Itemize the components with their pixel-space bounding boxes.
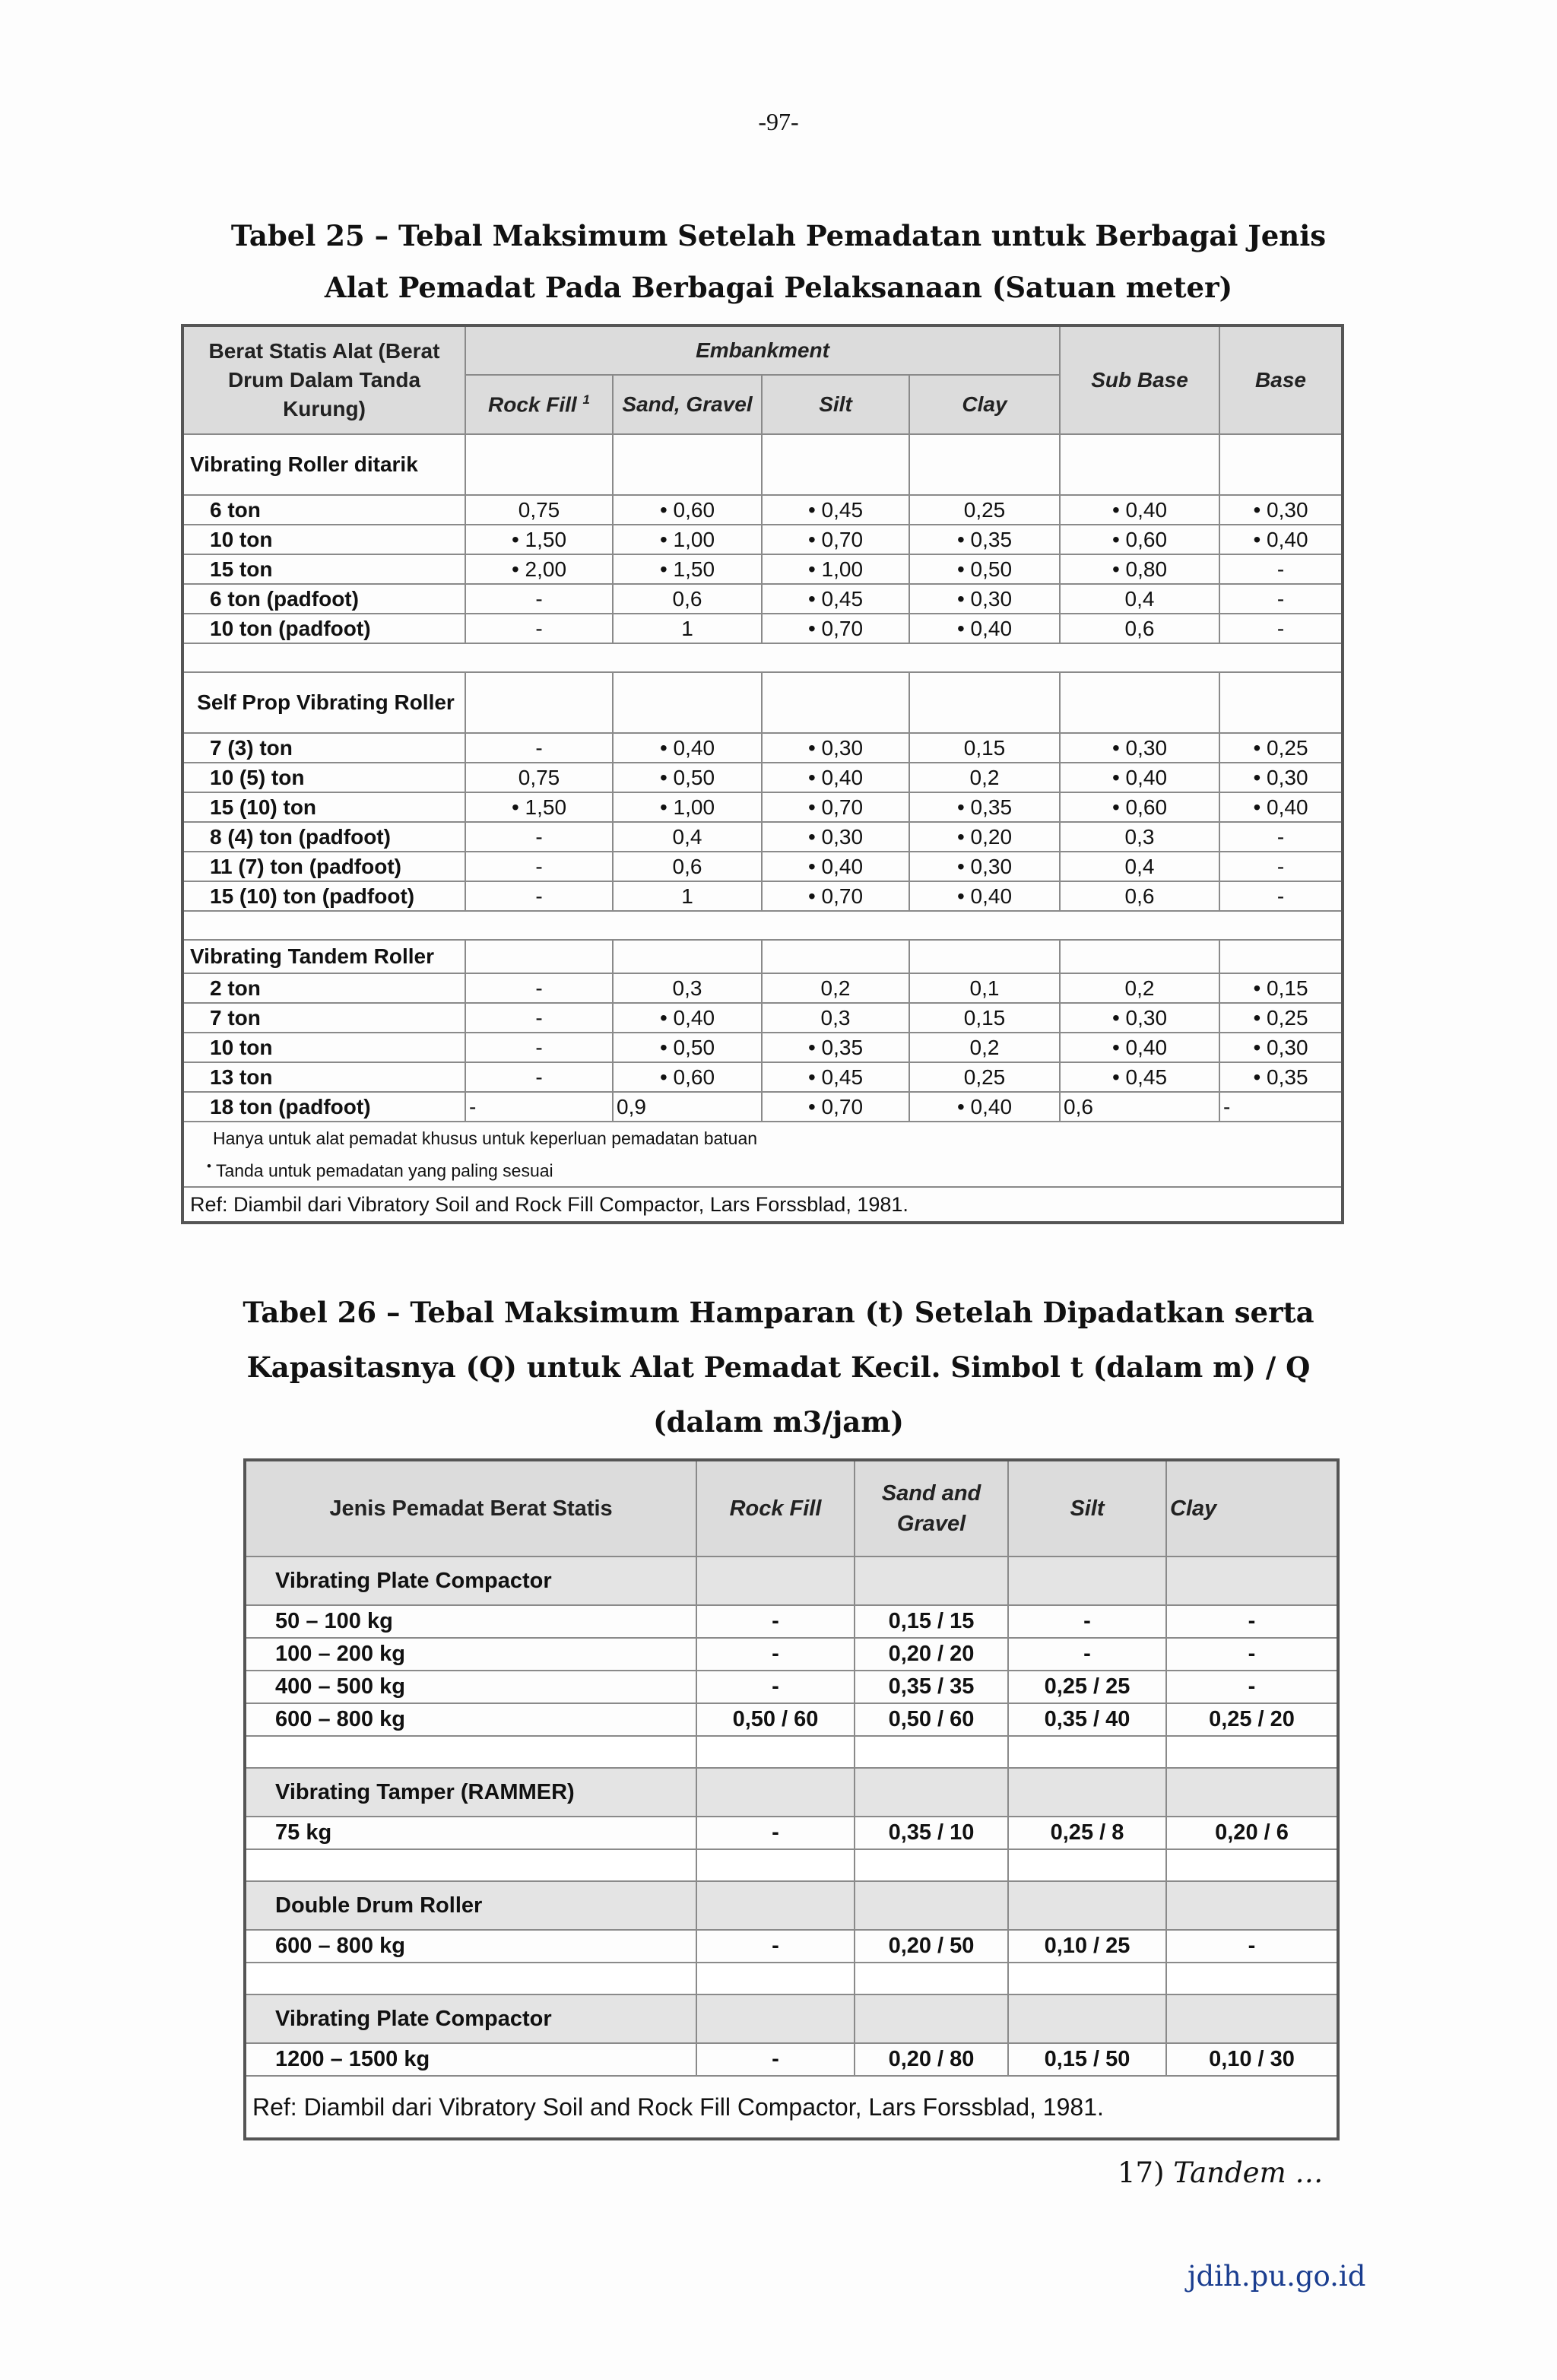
t26-group-empty-cell — [1166, 1994, 1338, 2043]
table26-caption-line3: (dalam m3/jam) — [653, 1405, 904, 1439]
t25-group-empty-cell — [1219, 672, 1343, 733]
t25-header-rock-fill: Rock Fill $^1$ — [465, 375, 613, 434]
t25-cell: • 0,30 — [1060, 1003, 1219, 1033]
t25-table-row — [182, 792, 1343, 822]
t26-group-empty-cell — [696, 1557, 855, 1605]
t26-cell: 0,35 / 10 — [855, 1817, 1008, 1849]
t25-table-row — [182, 1062, 1343, 1092]
t25-row-label: 10 ton — [182, 1033, 465, 1062]
t25-cell: • 0,35 — [1219, 1062, 1343, 1092]
t25-cell: • 0,40 — [1060, 495, 1219, 525]
t26-group-empty-cell — [1008, 1557, 1166, 1605]
t25-cell: - — [465, 881, 613, 911]
t25-table-row — [182, 1092, 1343, 1122]
t25-cell: • 0,25 — [1219, 733, 1343, 763]
t25-cell: 1 — [613, 614, 762, 643]
t26-cell: 0,25 / 25 — [1008, 1671, 1166, 1703]
t25-cell: • 0,45 — [762, 1062, 909, 1092]
t25-group-row — [182, 434, 1343, 495]
t25-cell: • 0,30 — [1219, 763, 1343, 792]
t25-table-row — [182, 525, 1343, 554]
t25-cell: • 0,60 — [613, 1062, 762, 1092]
t25-cell: 0,25 — [909, 495, 1060, 525]
t26-row-label: 600 – 800 kg — [245, 1930, 696, 1963]
t25-cell: • 0,35 — [909, 525, 1060, 554]
t25-row-label: 10 (5) ton — [182, 763, 465, 792]
t26-group-label: Vibrating Tamper (RAMMER) — [245, 1768, 696, 1817]
t26-spacer-row — [245, 1963, 1338, 1994]
t25-cell: - — [465, 1062, 613, 1092]
t25-cell: • 1,50 — [465, 525, 613, 554]
t25-cell: - — [465, 1092, 613, 1122]
t25-spacer-cell — [182, 911, 1343, 940]
table26-caption-line2: Kapasitasnya (Q) untuk Alat Pemadat Kecil. Simbol t (dalam m) / Q — [246, 1350, 1311, 1384]
t26-cell: 0,15 / 50 — [1008, 2043, 1166, 2076]
t25-cell: • 0,15 — [1219, 973, 1343, 1003]
t26-cell: - — [1166, 1671, 1338, 1703]
t25-cell: - — [465, 852, 613, 881]
t25-group-empty-cell — [909, 672, 1060, 733]
t25-cell: 0,3 — [762, 1003, 909, 1033]
t25-spacer-row — [182, 643, 1343, 672]
t25-cell: • 1,50 — [465, 792, 613, 822]
t25-cell: 0,4 — [1060, 852, 1219, 881]
t26-row-label: 100 – 200 kg — [245, 1638, 696, 1671]
t26-group-empty-cell — [1008, 1881, 1166, 1930]
t25-row-label: 10 ton (padfoot) — [182, 614, 465, 643]
table-25-body — [182, 434, 1343, 1122]
t25-cell: 0,3 — [613, 973, 762, 1003]
t25-table-row — [182, 881, 1343, 911]
t26-cell: 0,20 / 80 — [855, 2043, 1008, 2076]
t25-row-label: 13 ton — [182, 1062, 465, 1092]
t26-cell: - — [1166, 1605, 1338, 1638]
t26-row-label: 75 kg — [245, 1817, 696, 1849]
t25-cell: • 0,30 — [1219, 495, 1343, 525]
t26-group-label: Vibrating Plate Compactor — [245, 1557, 696, 1605]
t26-spacer-cell — [696, 1849, 855, 1881]
t26-spacer-row — [245, 1849, 1338, 1881]
t25-table-row — [182, 733, 1343, 763]
t26-cell: 0,50 / 60 — [855, 1703, 1008, 1736]
t26-cell: 0,15 / 15 — [855, 1605, 1008, 1638]
t26-table-row — [245, 2043, 1338, 2076]
next-page-catchword: 17) Tandem … — [1118, 2156, 1324, 2189]
t25-group-empty-cell — [465, 434, 613, 495]
t25-header-base: Base — [1219, 325, 1343, 434]
t26-cell: - — [696, 2043, 855, 2076]
t25-cell: - — [1219, 852, 1343, 881]
t26-cell: - — [1008, 1605, 1166, 1638]
t25-cell: • 0,40 — [909, 881, 1060, 911]
t26-header-silt: Silt — [1008, 1460, 1166, 1557]
t25-cell: 0,4 — [1060, 584, 1219, 614]
t25-group-empty-cell — [1060, 672, 1219, 733]
t25-cell: 0,75 — [465, 763, 613, 792]
t25-cell: 0,2 — [909, 1033, 1060, 1062]
t25-cell: • 0,45 — [762, 584, 909, 614]
t25-cell: • 0,40 — [909, 614, 1060, 643]
t25-group-empty-cell — [613, 672, 762, 733]
t25-cell: • 0,40 — [1060, 1033, 1219, 1062]
t26-group-label: Double Drum Roller — [245, 1881, 696, 1930]
t25-group-empty-cell — [613, 434, 762, 495]
t25-cell: 0,2 — [762, 973, 909, 1003]
t25-table-row — [182, 614, 1343, 643]
t25-cell: • 0,35 — [762, 1033, 909, 1062]
table-25 — [181, 324, 1344, 1224]
t25-row-label: 7 ton — [182, 1003, 465, 1033]
t25-cell: • 0,50 — [613, 1033, 762, 1062]
t25-cell: • 0,60 — [1060, 792, 1219, 822]
t26-group-empty-cell — [696, 1768, 855, 1817]
t25-cell: • 0,70 — [762, 792, 909, 822]
t25-cell: 0,3 — [1060, 822, 1219, 852]
t25-cell: • 1,50 — [613, 554, 762, 584]
t26-cell: 0,25 / 8 — [1008, 1817, 1166, 1849]
t26-cell: - — [696, 1671, 855, 1703]
t25-cell: • 0,40 — [613, 733, 762, 763]
t25-cell: 0,6 — [1060, 1092, 1219, 1122]
t26-cell: - — [1008, 1638, 1166, 1671]
t26-cell: 0,20 / 50 — [855, 1930, 1008, 1963]
t25-cell: 0,75 — [465, 495, 613, 525]
t25-header-clay: Clay — [909, 375, 1060, 434]
t25-group-row — [182, 940, 1343, 973]
t26-group-empty-cell — [1166, 1557, 1338, 1605]
t26-header-sand-gravel: Sand and Gravel — [855, 1460, 1008, 1557]
t26-header-rock-fill: Rock Fill — [696, 1460, 855, 1557]
t25-cell: 0,4 — [613, 822, 762, 852]
t25-row-label: 2 ton — [182, 973, 465, 1003]
t25-row-label: 15 (10) ton — [182, 792, 465, 822]
t25-cell: • 0,35 — [909, 792, 1060, 822]
t26-spacer-cell — [855, 1963, 1008, 1994]
t25-cell: • 0,30 — [762, 822, 909, 852]
t25-cell: - — [465, 1003, 613, 1033]
t26-table-row — [245, 1930, 1338, 1963]
t25-cell: • 0,50 — [909, 554, 1060, 584]
t25-group-empty-cell — [909, 940, 1060, 973]
t25-cell: • 0,20 — [909, 822, 1060, 852]
t26-cell: - — [1166, 1930, 1338, 1963]
t25-cell: • 0,70 — [762, 1092, 909, 1122]
t26-row-label: 50 – 100 kg — [245, 1605, 696, 1638]
t25-cell: • 0,30 — [1219, 1033, 1343, 1062]
t26-spacer-cell — [696, 1963, 855, 1994]
t25-table-row — [182, 763, 1343, 792]
t25-group-empty-cell — [465, 672, 613, 733]
t25-group-label: Self Prop Vibrating Roller — [182, 672, 465, 733]
t25-header-equipment: Berat Statis Alat (Berat Drum Dalam Tanda Kurung) — [182, 325, 465, 434]
t25-row-label: 15 (10) ton (padfoot) — [182, 881, 465, 911]
t25-table-row — [182, 495, 1343, 525]
t25-cell: 0,6 — [613, 852, 762, 881]
t25-cell: - — [465, 614, 613, 643]
t25-cell: 0,15 — [909, 1003, 1060, 1033]
t25-group-empty-cell — [1219, 940, 1343, 973]
t25-row-label: 18 ton (padfoot) — [182, 1092, 465, 1122]
t26-group-empty-cell — [1166, 1768, 1338, 1817]
t25-cell: • 0,40 — [1219, 792, 1343, 822]
t25-cell: • 0,70 — [762, 525, 909, 554]
t26-table-row — [245, 1817, 1338, 1849]
t25-reference: Ref: Diambil dari Vibratory Soil and Rock Fill Compactor, Lars Forssblad, 1981. — [182, 1187, 1343, 1223]
t25-cell: 0,6 — [1060, 881, 1219, 911]
t26-group-empty-cell — [855, 1768, 1008, 1817]
t25-cell: • 1,00 — [613, 792, 762, 822]
t25-cell: • 0,45 — [762, 495, 909, 525]
t25-table-row — [182, 584, 1343, 614]
footer-url: jdih.pu.go.id — [1188, 2260, 1366, 2293]
t25-group-empty-cell — [1060, 940, 1219, 973]
t25-group-empty-cell — [909, 434, 1060, 495]
t25-cell: • 0,40 — [909, 1092, 1060, 1122]
t25-cell: • 0,70 — [762, 881, 909, 911]
t25-table-row — [182, 1033, 1343, 1062]
t26-spacer-cell — [1008, 1849, 1166, 1881]
t25-cell: • 0,50 — [613, 763, 762, 792]
t25-cell: • 0,30 — [762, 733, 909, 763]
t25-group-label: Vibrating Tandem Roller — [182, 940, 465, 973]
t25-group-empty-cell — [762, 672, 909, 733]
t26-group-empty-cell — [696, 1881, 855, 1930]
t25-header-sand-gravel: Sand, Gravel — [613, 375, 762, 434]
t25-group-empty-cell — [1219, 434, 1343, 495]
t26-spacer-cell — [1166, 1849, 1338, 1881]
t25-table-row — [182, 1003, 1343, 1033]
t25-row-label: 10 ton — [182, 525, 465, 554]
t26-group-empty-cell — [855, 1557, 1008, 1605]
t25-cell: • 0,60 — [613, 495, 762, 525]
t25-spacer-cell — [182, 643, 1343, 672]
t26-cell: 0,25 / 20 — [1166, 1703, 1338, 1736]
t25-group-empty-cell — [762, 434, 909, 495]
t26-cell: 0,10 / 25 — [1008, 1930, 1166, 1963]
t26-group-row — [245, 1881, 1338, 1930]
t25-group-row — [182, 672, 1343, 733]
t25-cell: - — [1219, 881, 1343, 911]
t25-cell: • 0,25 — [1219, 1003, 1343, 1033]
t26-spacer-cell — [1008, 1736, 1166, 1768]
t25-cell: • 0,40 — [762, 852, 909, 881]
t26-spacer-cell — [1166, 1736, 1338, 1768]
t25-group-label: Vibrating Roller ditarik — [182, 434, 465, 495]
t26-group-row — [245, 1557, 1338, 1605]
t25-cell: • 0,40 — [1060, 763, 1219, 792]
t26-table-row — [245, 1638, 1338, 1671]
t26-cell: 0,20 / 20 — [855, 1638, 1008, 1671]
t25-cell: - — [465, 822, 613, 852]
t26-spacer-cell — [245, 1736, 696, 1768]
t26-cell: - — [1166, 1638, 1338, 1671]
table-26 — [243, 1458, 1340, 2140]
t25-cell: - — [465, 584, 613, 614]
t25-cell: • 2,00 — [465, 554, 613, 584]
t26-cell: 0,50 / 60 — [696, 1703, 855, 1736]
t26-group-empty-cell — [1008, 1768, 1166, 1817]
t25-table-row — [182, 852, 1343, 881]
t25-cell: • 1,00 — [762, 554, 909, 584]
t26-table-row — [245, 1671, 1338, 1703]
t25-cell: 0,25 — [909, 1062, 1060, 1092]
t26-group-row — [245, 1994, 1338, 2043]
t26-spacer-cell — [696, 1736, 855, 1768]
t25-cell: - — [1219, 1092, 1343, 1122]
t25-cell: - — [1219, 614, 1343, 643]
t25-group-empty-cell — [762, 940, 909, 973]
t26-spacer-cell — [1008, 1963, 1166, 1994]
t25-cell: • 1,00 — [613, 525, 762, 554]
t25-cell: 0,2 — [909, 763, 1060, 792]
t26-cell: 0,20 / 6 — [1166, 1817, 1338, 1849]
t25-cell: 0,15 — [909, 733, 1060, 763]
t26-header-equipment: Jenis Pemadat Berat Statis — [245, 1460, 696, 1557]
t25-cell: - — [1219, 554, 1343, 584]
t25-cell: 0,6 — [1060, 614, 1219, 643]
t25-cell: • 0,30 — [909, 852, 1060, 881]
t25-table-row — [182, 554, 1343, 584]
t26-cell: 0,35 / 40 — [1008, 1703, 1166, 1736]
t25-cell: 0,1 — [909, 973, 1060, 1003]
table26-caption-line1: Tabel 26 – Tebal Maksimum Hamparan (t) Setelah Dipadatkan serta — [243, 1296, 1314, 1329]
t25-row-label: 15 ton — [182, 554, 465, 584]
t25-header-sub-base: Sub Base — [1060, 325, 1219, 434]
t26-spacer-cell — [855, 1849, 1008, 1881]
t26-spacer-row — [245, 1736, 1338, 1768]
t25-cell: 0,2 — [1060, 973, 1219, 1003]
page-number: -97- — [758, 108, 799, 135]
t25-cell: • 0,40 — [613, 1003, 762, 1033]
t26-cell: - — [696, 1638, 855, 1671]
table25-caption-line2: Alat Pemadat Pada Berbagai Pelaksanaan (Satuan meter) — [324, 271, 1233, 304]
t25-note-1: Hanya untuk alat pemadat khusus untuk keperluan pemadatan batuan — [182, 1122, 1343, 1154]
t26-table-row — [245, 1703, 1338, 1736]
t26-reference: Ref: Diambil dari Vibratory Soil and Rock Fill Compactor, Lars Forssblad, 1981. — [245, 2076, 1338, 2139]
t25-cell: - — [1219, 584, 1343, 614]
t26-group-empty-cell — [1166, 1881, 1338, 1930]
t25-group-empty-cell — [1060, 434, 1219, 495]
t25-cell: - — [1219, 822, 1343, 852]
t26-group-empty-cell — [855, 1994, 1008, 2043]
t25-row-label: 7 (3) ton — [182, 733, 465, 763]
t26-cell: - — [696, 1930, 855, 1963]
t26-row-label: 400 – 500 kg — [245, 1671, 696, 1703]
t26-row-label: 1200 – 1500 kg — [245, 2043, 696, 2076]
t25-cell: - — [465, 1033, 613, 1062]
t25-table-row — [182, 822, 1343, 852]
t26-group-empty-cell — [1008, 1994, 1166, 2043]
t25-cell: • 0,30 — [909, 584, 1060, 614]
t26-spacer-cell — [855, 1736, 1008, 1768]
t25-header-embankment: Embankment — [465, 325, 1060, 375]
t26-table-row — [245, 1605, 1338, 1638]
t25-row-label: 6 ton — [182, 495, 465, 525]
t25-cell: 1 — [613, 881, 762, 911]
t25-cell: 0,9 — [613, 1092, 762, 1122]
t25-header-silt: Silt — [762, 375, 909, 434]
t25-cell: 0,6 — [613, 584, 762, 614]
t25-cell: • 0,70 — [762, 614, 909, 643]
t25-cell: • 0,45 — [1060, 1062, 1219, 1092]
t26-cell: - — [696, 1817, 855, 1849]
t26-group-row — [245, 1768, 1338, 1817]
t26-cell: 0,35 / 35 — [855, 1671, 1008, 1703]
t25-cell: • 0,40 — [1219, 525, 1343, 554]
t25-group-empty-cell — [613, 940, 762, 973]
t25-cell: - — [465, 973, 613, 1003]
t26-spacer-cell — [245, 1849, 696, 1881]
t25-spacer-row — [182, 911, 1343, 940]
t26-group-label: Vibrating Plate Compactor — [245, 1994, 696, 2043]
table25-caption-line1: Tabel 25 – Tebal Maksimum Setelah Pemadatan untuk Berbagai Jenis — [230, 219, 1327, 252]
t26-cell: 0,10 / 30 — [1166, 2043, 1338, 2076]
t26-group-empty-cell — [696, 1994, 855, 2043]
t25-table-row — [182, 973, 1343, 1003]
t25-note-2: • Tanda untuk pemadatan yang paling sesuai — [182, 1154, 1343, 1187]
t25-row-label: 8 (4) ton (padfoot) — [182, 822, 465, 852]
t25-cell: • 0,40 — [762, 763, 909, 792]
t26-group-empty-cell — [855, 1881, 1008, 1930]
t25-row-label: 11 (7) ton (padfoot) — [182, 852, 465, 881]
t26-spacer-cell — [245, 1963, 696, 1994]
t26-header-clay: Clay — [1166, 1460, 1338, 1557]
t25-cell: • 0,80 — [1060, 554, 1219, 584]
t25-cell: - — [465, 733, 613, 763]
t25-row-label: 6 ton (padfoot) — [182, 584, 465, 614]
t26-row-label: 600 – 800 kg — [245, 1703, 696, 1736]
t26-cell: - — [696, 1605, 855, 1638]
t25-cell: • 0,60 — [1060, 525, 1219, 554]
t25-cell: • 0,30 — [1060, 733, 1219, 763]
t25-group-empty-cell — [465, 940, 613, 973]
t26-spacer-cell — [1166, 1963, 1338, 1994]
table-26-body — [245, 1557, 1338, 2076]
